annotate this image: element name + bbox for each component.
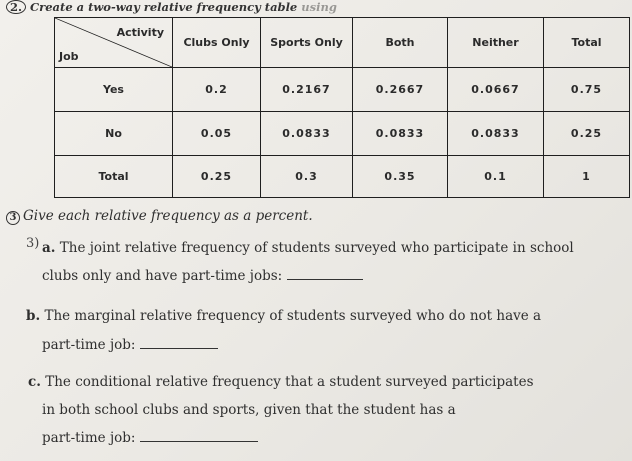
question-a-text1: The joint relative frequency of students surveyed who participate in school bbox=[59, 240, 574, 256]
question-b-line2 bbox=[42, 337, 218, 353]
question-b-letter: b. bbox=[26, 308, 41, 324]
cell-yes-clubs: 0.2 bbox=[173, 68, 261, 112]
cell-total-sports: 0.3 bbox=[261, 156, 353, 198]
cell-total-total: 1 bbox=[544, 156, 630, 198]
row-label-total: Total bbox=[55, 156, 173, 198]
question-c-text1: The conditional relative frequency that a student surveyed participates bbox=[45, 374, 534, 390]
col-header-neither: Neither bbox=[448, 18, 544, 68]
question-b-text2: part-time job: bbox=[42, 337, 136, 353]
question-b-line1 bbox=[26, 308, 541, 324]
question-3-text: Give each relative frequency as a percent. bbox=[23, 208, 313, 224]
cell-yes-both: 0.2667 bbox=[353, 68, 448, 112]
answer-blank-a[interactable] bbox=[287, 269, 363, 280]
handwritten-mark: 3) bbox=[26, 236, 40, 251]
table-row-total bbox=[55, 156, 630, 198]
problem-heading-faded-text: using bbox=[301, 0, 337, 14]
question-c-text2: in both school clubs and sports, given that the student has a bbox=[42, 402, 456, 418]
question-a-line2 bbox=[42, 268, 363, 284]
answer-blank-c[interactable] bbox=[140, 431, 258, 442]
cell-total-neither: 0.1 bbox=[448, 156, 544, 198]
col-header-clubs-only: Clubs Only bbox=[173, 18, 261, 68]
question-c-line1 bbox=[28, 374, 534, 390]
col-header-total: Total bbox=[544, 18, 630, 68]
cell-total-both: 0.35 bbox=[353, 156, 448, 198]
col-header-sports-only: Sports Only bbox=[261, 18, 353, 68]
cell-no-neither: 0.0833 bbox=[448, 112, 544, 156]
table-row-no bbox=[55, 112, 630, 156]
cell-total-clubs: 0.25 bbox=[173, 156, 261, 198]
question-a-text2: clubs only and have part-time jobs: bbox=[42, 268, 283, 284]
cell-yes-neither: 0.0667 bbox=[448, 68, 544, 112]
cell-no-total: 0.25 bbox=[544, 112, 630, 156]
question-c-line2 bbox=[42, 402, 456, 418]
question-c-letter: c. bbox=[28, 374, 41, 390]
cell-no-clubs: 0.05 bbox=[173, 112, 261, 156]
corner-activity-label: Activity bbox=[116, 26, 164, 39]
answer-blank-b[interactable] bbox=[140, 338, 218, 349]
cell-no-both: 0.0833 bbox=[353, 112, 448, 156]
question-a-letter: a. bbox=[42, 240, 56, 256]
question-b-text1: The marginal relative frequency of students surveyed who do not have a bbox=[44, 308, 542, 324]
question-c-line3 bbox=[42, 430, 258, 446]
question-3-prompt bbox=[6, 208, 313, 225]
col-header-both: Both bbox=[353, 18, 448, 68]
cell-yes-total: 0.75 bbox=[544, 68, 630, 112]
corner-job-label: Job bbox=[59, 50, 79, 63]
cell-no-sports: 0.0833 bbox=[261, 112, 353, 156]
question-a-line1 bbox=[42, 240, 574, 256]
cell-yes-sports: 0.2167 bbox=[261, 68, 353, 112]
table-header-row bbox=[55, 18, 630, 68]
table-row-yes bbox=[55, 68, 630, 112]
problem-number: 2. bbox=[6, 0, 26, 14]
table-corner-cell bbox=[55, 18, 173, 68]
problem-heading-text: Create a two-way relative frequency table bbox=[30, 0, 298, 14]
question-c-text3: part-time job: bbox=[42, 430, 136, 446]
question-3-number: 3 bbox=[6, 211, 20, 225]
problem-heading bbox=[6, 0, 337, 14]
row-label-no: No bbox=[55, 112, 173, 156]
row-label-yes: Yes bbox=[55, 68, 173, 112]
two-way-table bbox=[54, 17, 630, 198]
